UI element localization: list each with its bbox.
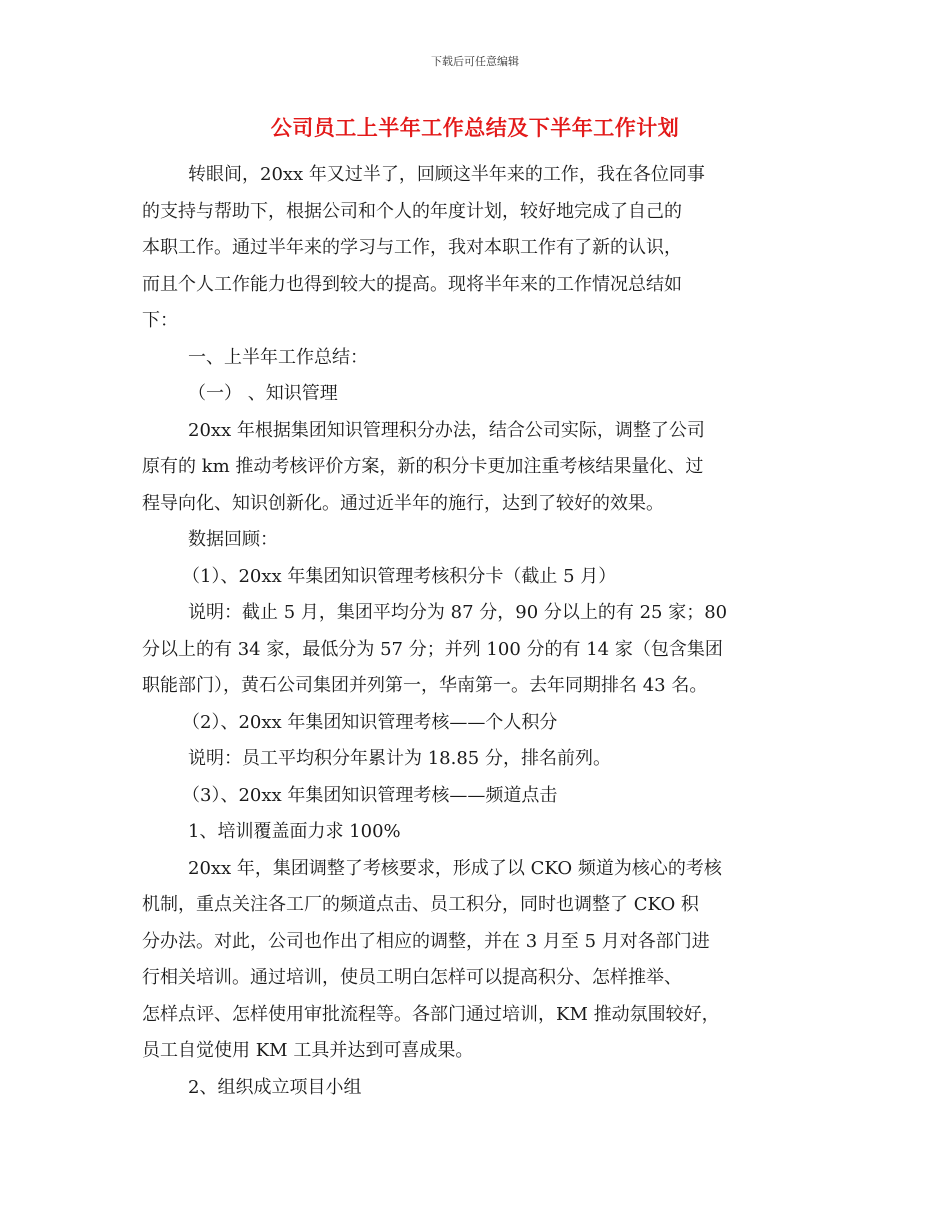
document-title: 公司员工上半年工作总结及下半年工作计划 [270, 116, 680, 140]
paragraph-line: 说明：截止 5 月，集团平均分为 87 分，90 分以上的有 25 家；80 [188, 602, 728, 623]
paragraph-line: 分以上的有 34 家，最低分为 57 分；并列 100 分的有 14 家（包含集团 [142, 638, 723, 660]
paragraph-line: 20xx 年根据集团知识管理积分办法，结合公司实际，调整了公司 [188, 419, 705, 441]
paragraph-line: 的支持与帮助下，根据公司和个人的年度计划，较好地完成了自己的 [142, 200, 682, 222]
paragraph-line: 分办法。对此，公司也作出了相应的调整，并在 3 月至 5 月对各部门进 [142, 930, 710, 952]
paragraph-line: 机制，重点关注各工厂的频道点击、员工积分，同时也调整了 CKO 积 [142, 894, 699, 915]
subsection-heading: （一） 、知识管理 [188, 383, 338, 404]
paragraph-line: 职能部门），黄石公司集团并列第一，华南第一。去年同期排名 43 名。 [142, 675, 708, 696]
paragraph-line: 程导向化、知识创新化。通过近半年的施行，达到了较好的效果。 [142, 492, 664, 514]
document-body [142, 157, 812, 1106]
paragraph-line: 说明：员工平均积分年累计为 18.85 分，排名前列。 [188, 748, 611, 769]
paragraph-line: 下： [142, 310, 178, 331]
paragraph-line: 行相关培训。通过培训，使员工明白怎样可以提高积分、怎样推举、 [142, 967, 682, 988]
paragraph-line: 怎样点评、怎样使用审批流程等。各部门通过培训，KM 推动氛围较好， [142, 1003, 720, 1025]
paragraph-line: 数据回顾： [188, 529, 278, 550]
section-heading: 一、上半年工作总结： [188, 346, 368, 368]
paragraph-line: 20xx 年，集团调整了考核要求，形成了以 CKO 频道为核心的考核 [188, 857, 722, 879]
paragraph-line: 而且个人工作能力也得到较大的提高。现将半年来的工作情况总结如 [142, 273, 682, 295]
list-item: （1）、20xx 年集团知识管理考核积分卡（截止 5 月） [182, 565, 617, 587]
list-item: （3）、20xx 年集团知识管理考核——频道点击 [182, 784, 558, 806]
subsection-heading: 1、培训覆盖面力求 100% [188, 821, 401, 842]
header-note: 下载后可任意编辑 [431, 55, 519, 68]
subsection-heading: 2、组织成立项目小组 [188, 1076, 362, 1098]
list-item: （2）、20xx 年集团知识管理考核——个人积分 [182, 711, 558, 733]
paragraph-line: 员工自觉使用 KM 工具并达到可喜成果。 [142, 1040, 474, 1061]
paragraph-line: 原有的 km 推动考核评价方案，新的积分卡更加注重考核结果量化、过 [142, 456, 704, 477]
paragraph-line: 本职工作。通过半年来的学习与工作，我对本职工作有了新的认识， [142, 237, 682, 258]
paragraph-line: 转眼间，20xx 年又过半了，回顾这半年来的工作，我在各位同事 [188, 164, 705, 185]
